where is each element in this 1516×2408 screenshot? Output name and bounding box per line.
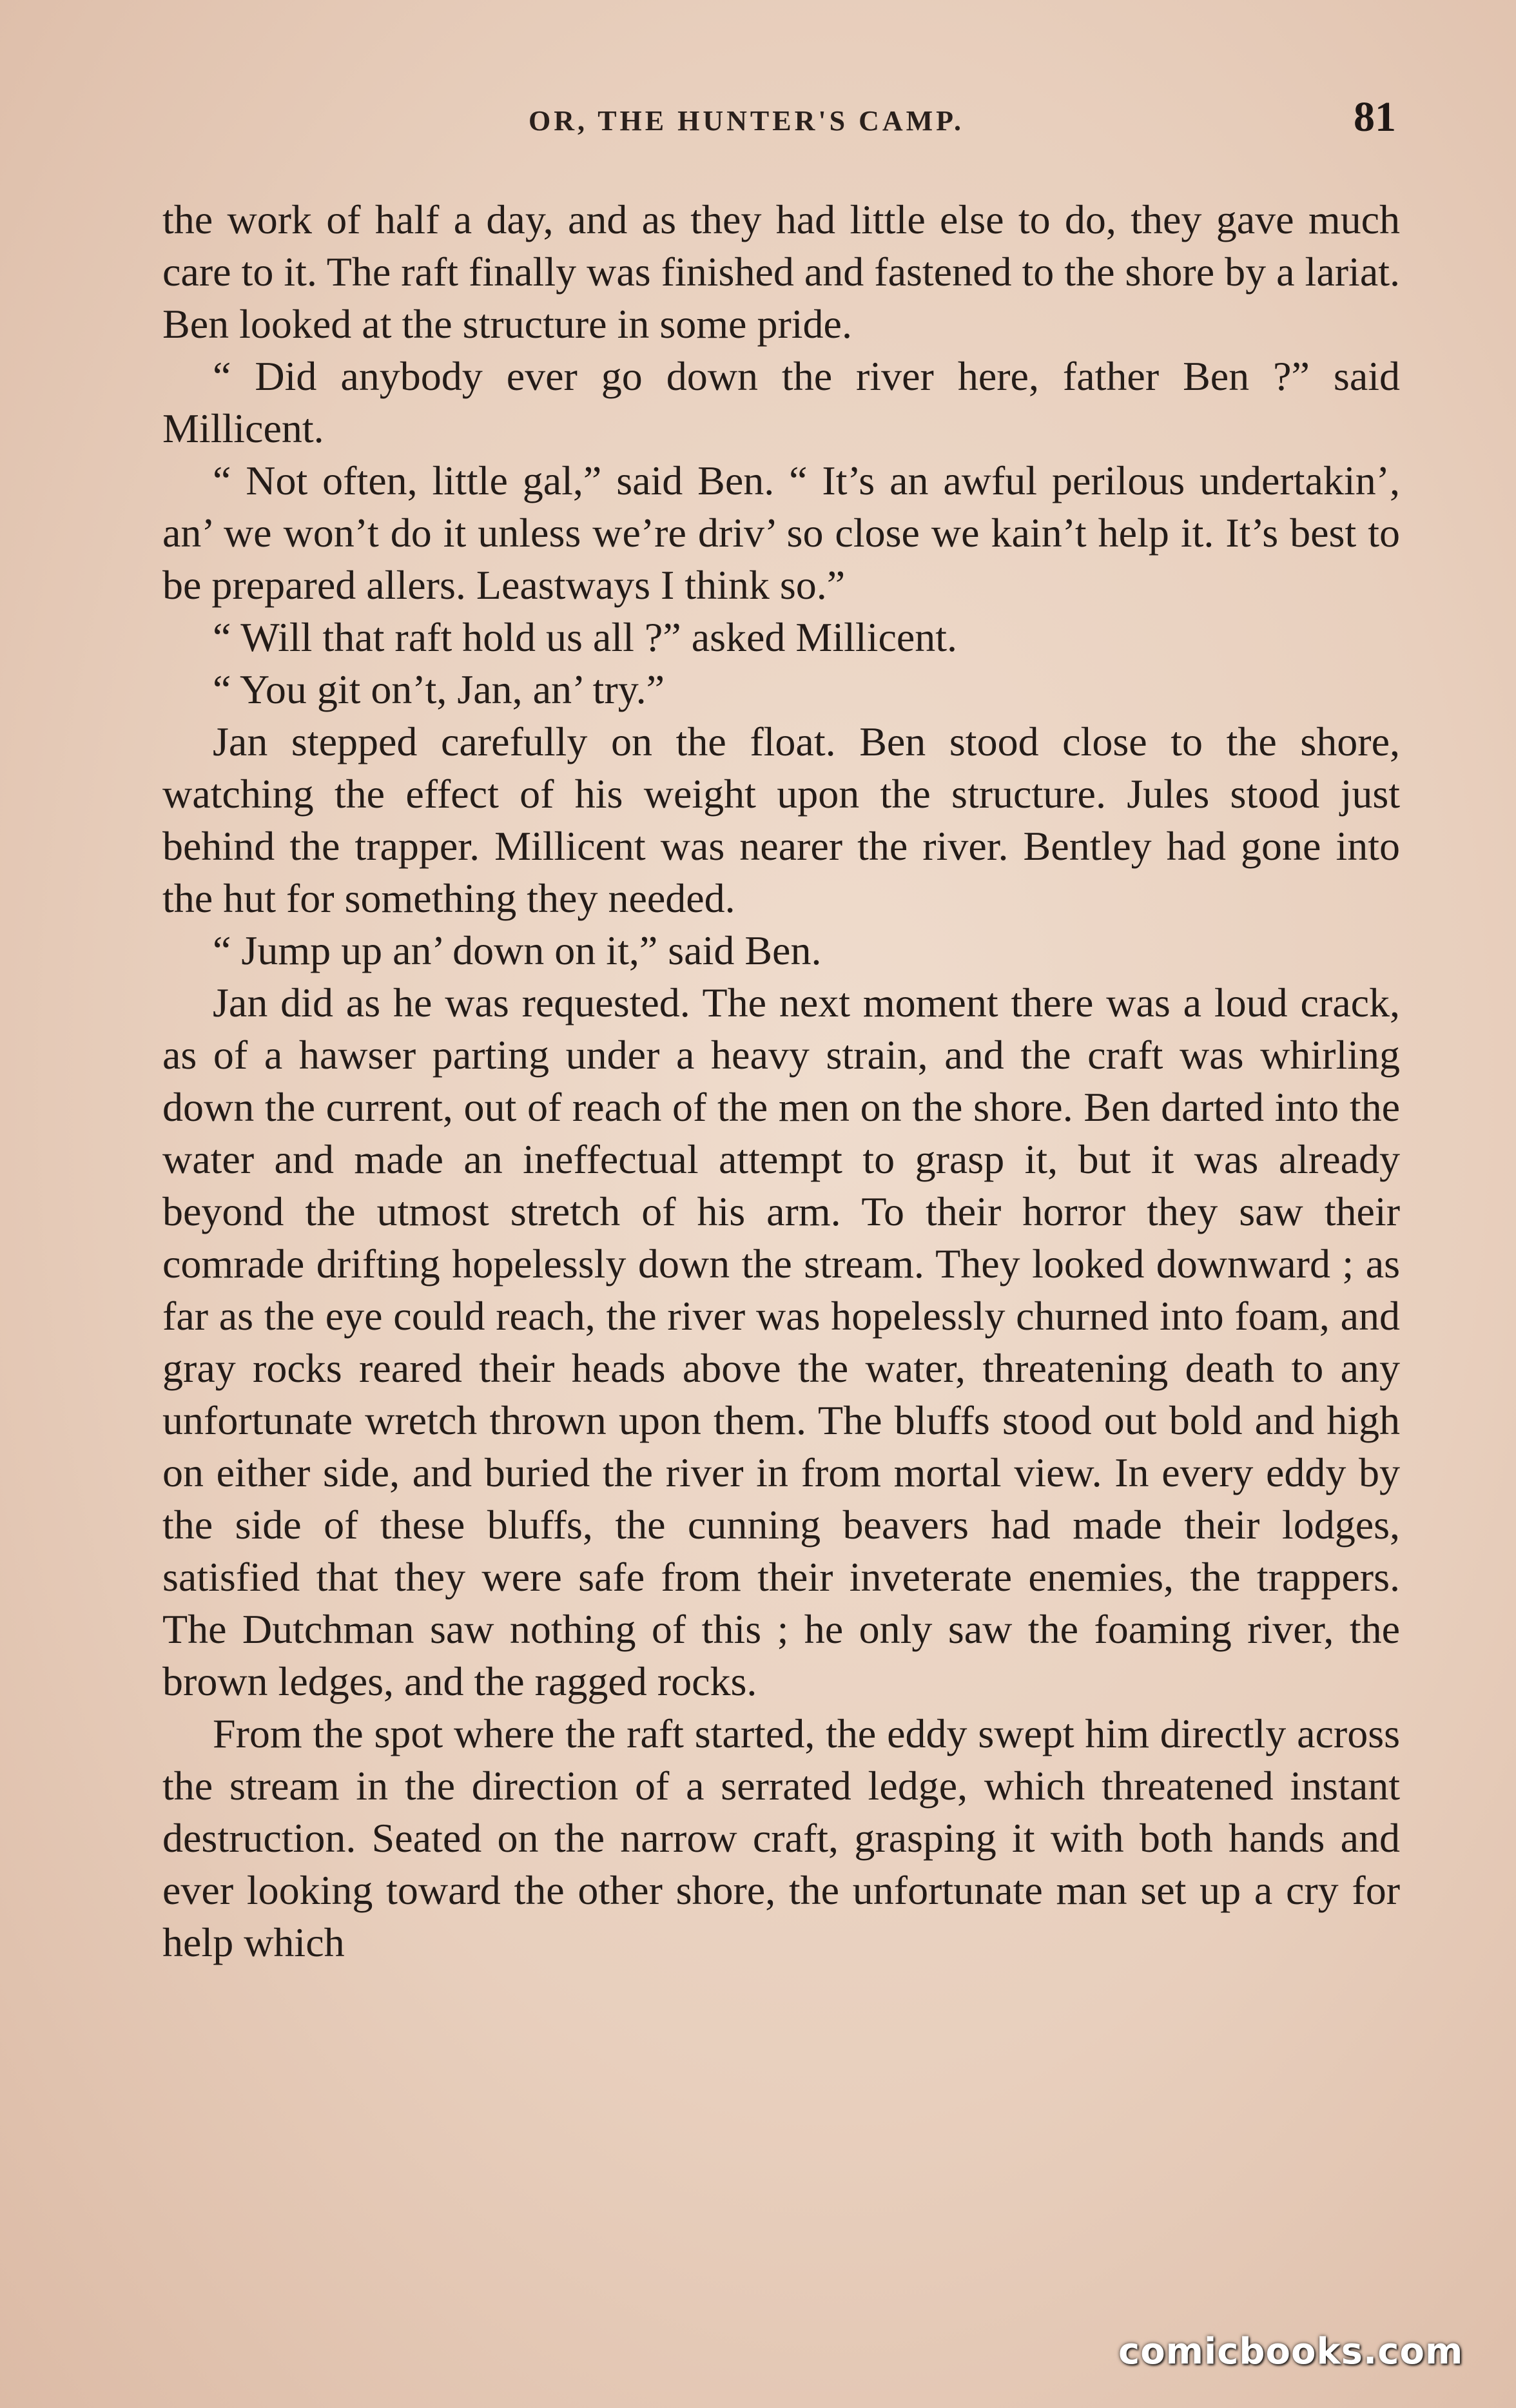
- page-header: [0, 77, 1516, 148]
- paragraph: Jan stepped carefully on the float. Ben stood close to the shore, watching the effect of his weight upon the structure. Jules stood just behind the trapper. Millicent was nearer the river. Bentley had gone into the hut for something they needed.: [162, 719, 1400, 921]
- paragraph: “ Not often, little gal,” said Ben. “ It’s an awful perilous undertakin’, an’ we won’t do it unless we’re driv’ so close we kain’t help it. It’s best to be prepared allers. Leastways I think so.”: [162, 458, 1400, 608]
- page-number: 81: [1354, 93, 1396, 141]
- paragraph: From the spot where the raft started, the eddy swept him directly across the stream in the direction of a serrated ledge, which threatened instant destruction. Seated on the narrow craft, grasping it with both hands and ever looking toward the other shore, the unfortunate man set up a cry for help which: [162, 1711, 1400, 1965]
- paragraph: “ Did anybody ever go down the river here, father Ben ?” said Millicent.: [162, 353, 1400, 451]
- paragraph: “ Jump up an’ down on it,” said Ben.: [213, 927, 822, 973]
- running-head: OR, THE HUNTER'S CAMP.: [529, 105, 964, 137]
- paragraph: the work of half a day, and as they had little else to do, they gave much care to it. The raft finally was finished and fastened to the shore by a lariat. Ben looked at the structure in some pride.: [162, 197, 1400, 347]
- paragraph: “ You git on’t, Jan, an’ try.”: [213, 666, 665, 712]
- paragraph: “ Will that raft hold us all ?” asked Millicent.: [213, 614, 958, 660]
- body-text: [162, 193, 1400, 1968]
- paragraph: Jan did as he was requested. The next moment there was a loud crack, as of a hawser parting under a heavy strain, and the craft was whirling down the current, out of reach of the men on the shore. Ben darted into the water and made an ineffectual attempt to grasp it, but it was already beyond the utmost stretch of his arm. To their horror they saw their comrade drifting hopelessly down the stream. They looked downward ; as far as the eye could reach, the river was hopelessly churned into foam, and gray rocks reared their heads above the water, threatening death to any unfortunate wretch thrown upon them. The bluffs stood out bold and high on either side, and buried the river in from mortal view. In every eddy by the side of these bluffs, the cunning beavers had made their lodges, satisfied that they were safe from their inveterate enemies, the trappers. The Dutchman saw nothing of this ; he only saw the foaming river, the brown ledges, and the ragged rocks.: [162, 980, 1400, 1704]
- watermark: comicbooks.com: [1118, 2331, 1464, 2373]
